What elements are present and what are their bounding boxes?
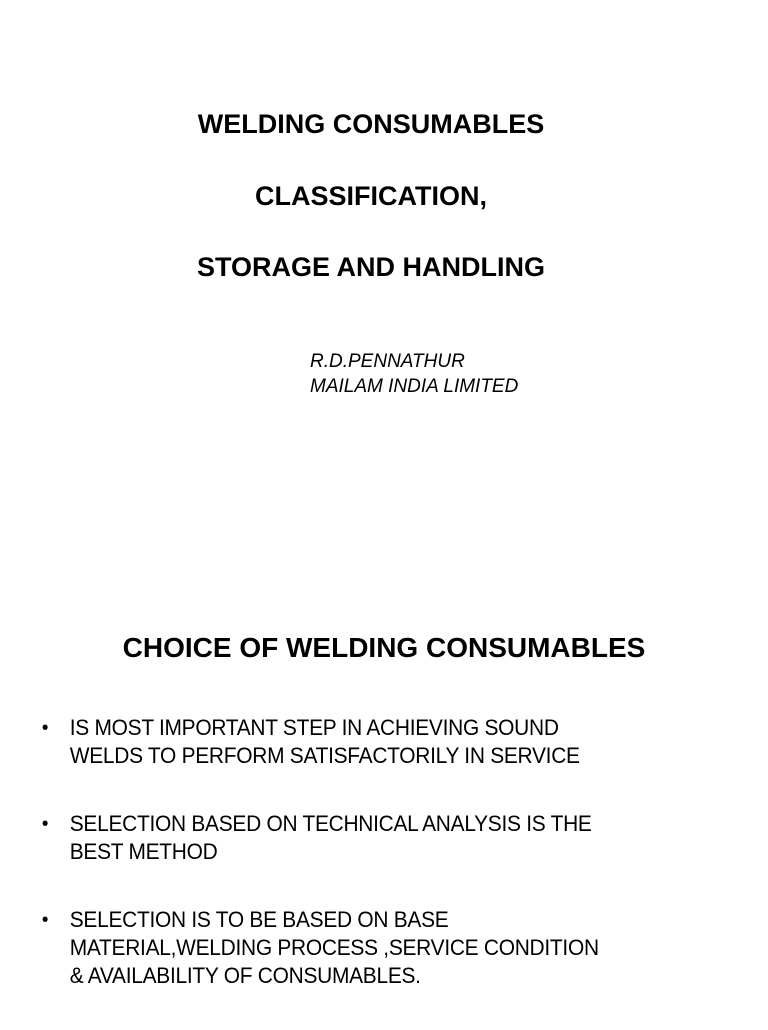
bullet-item-3 — [0, 906, 651, 990]
title-line-2: CLASSIFICATION, — [255, 181, 487, 211]
author-block — [310, 349, 518, 399]
title-line-3: STORAGE AND HANDLING — [196, 252, 545, 282]
bullet-item-1 — [0, 714, 651, 770]
bullet-dot-icon: • — [41, 717, 49, 739]
bullet-text-3: SELECTION IS TO BE BASED ON BASE MATERIAL,WELDING PROCESS ,SERVICE CONDITION & AVAILABILITY OF CONSUMABLES. — [69, 907, 599, 988]
content-slide — [0, 512, 768, 1024]
title-line-1: WELDING CONSUMABLES — [197, 109, 545, 139]
bullet-dot-icon: • — [41, 813, 49, 835]
bullet-dot-icon: • — [41, 909, 49, 931]
bullet-text-2: SELECTION BASED ON TECHNICAL ANALYSIS IS THE BEST METHOD — [69, 811, 592, 864]
author-name: R.D.PENNATHUR — [310, 351, 465, 372]
title-slide — [0, 0, 768, 512]
bullet-text-1: IS MOST IMPORTANT STEP IN ACHIEVING SOUND WELDS TO PERFORM SATISFACTORILY IN SERVICE — [69, 715, 580, 768]
bullet-list — [0, 714, 768, 1030]
author-organization: MAILAM INDIA LIMITED — [310, 376, 519, 397]
slide-title: CHOICE OF WELDING CONSUMABLES — [122, 632, 646, 663]
bullet-item-2 — [0, 810, 651, 866]
